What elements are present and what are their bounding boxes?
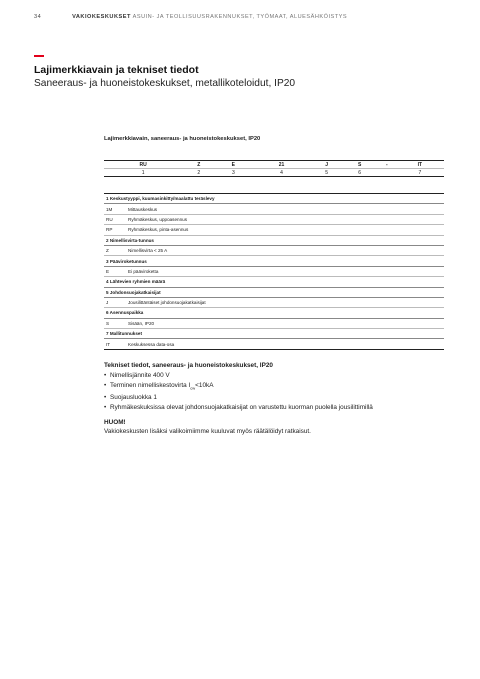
note-block xyxy=(104,419,444,435)
spec-text: Terminen nimelliskestovirta I xyxy=(110,382,191,389)
note-text: Vakiokeskusten lisäksi valikoimiimme kuuluvat myös räätälöidyt ratkaisut. xyxy=(104,428,311,435)
section-label: 1 Keskustyyppi, kuumasinkitty/maalattu teräslevy xyxy=(104,194,444,204)
code-letter: - xyxy=(378,161,396,169)
code-letter: S xyxy=(342,161,378,169)
section-label: 4 Lähtevien ryhmien määrä xyxy=(104,277,444,287)
code-table-title: Lajimerkkiavain, saneeraus- ja huoneistokeskukset, IP20 xyxy=(104,136,261,142)
header-subtitle: ASUIN- JA TEOLLISUUSRAKENNUKSET, TYÖMAAT, ALUESÄHKÖISTYS xyxy=(132,14,348,20)
specs-heading: Tekniset tiedot, saneeraus- ja huoneistokeskukset, IP20 xyxy=(104,362,273,369)
option-code: J xyxy=(104,297,126,307)
section-row xyxy=(104,277,444,287)
code-letter: 21 xyxy=(251,161,311,169)
type-code-numbers-row xyxy=(104,169,444,177)
code-number: 4 xyxy=(251,169,311,177)
code-letter: J xyxy=(312,161,342,169)
table-row xyxy=(104,204,444,214)
option-description: Ryhmäkeskus, pinta-asennus xyxy=(126,225,444,235)
accent-bar xyxy=(34,55,44,57)
specs-list xyxy=(104,371,444,413)
note-heading: HUOM! xyxy=(104,419,126,426)
options-table xyxy=(104,193,444,350)
code-number: 6 xyxy=(342,169,378,177)
spec-text-tail: <10kA xyxy=(195,382,214,389)
section-label: 2 Nimellisvirta-tunnus xyxy=(104,235,444,245)
section-row xyxy=(104,308,444,318)
section-label: 3 Pääviroketunnus xyxy=(104,256,444,266)
page-subtitle: Saneeraus- ja huoneistokeskukset, metallikoteloidut, IP20 xyxy=(34,78,296,89)
section-label: 5 Johdonsuojakatkaisijat xyxy=(104,287,444,297)
option-description: Keskuksessa data-osa xyxy=(126,339,444,349)
code-letter: Z xyxy=(182,161,215,169)
table-row xyxy=(104,245,444,255)
section-row xyxy=(104,194,444,204)
option-code: E xyxy=(104,266,126,276)
option-description: Ryhmäkeskus, uppoasennus xyxy=(126,214,444,224)
running-header xyxy=(34,14,460,20)
table-row xyxy=(104,297,444,307)
type-code-table xyxy=(104,160,444,177)
option-description: Mittauskeskus xyxy=(126,204,444,214)
code-number: 5 xyxy=(312,169,342,177)
type-code-letters-row xyxy=(104,161,444,169)
code-letter: E xyxy=(215,161,251,169)
code-number: 2 xyxy=(182,169,215,177)
code-number: 3 xyxy=(215,169,251,177)
section-row xyxy=(104,235,444,245)
list-item xyxy=(104,393,444,403)
option-code: 1M xyxy=(104,204,126,214)
technical-specs xyxy=(104,362,444,413)
page-number: 34 xyxy=(34,14,42,20)
section-label: 6 Asennuspaikka xyxy=(104,308,444,318)
code-number: 1 xyxy=(104,169,182,177)
code-letter: IT xyxy=(396,161,444,169)
page-title: Lajimerkkiavain ja tekniset tiedot xyxy=(34,64,199,76)
option-code: S xyxy=(104,318,126,328)
table-row xyxy=(104,318,444,328)
code-number: 7 xyxy=(396,169,444,177)
table-row xyxy=(104,214,444,224)
section-row xyxy=(104,329,444,339)
option-description: Ei pääviroketta xyxy=(126,266,444,276)
section-row xyxy=(104,287,444,297)
table-row xyxy=(104,266,444,276)
code-number xyxy=(378,169,396,177)
section-label: 7 Mallitunnukset xyxy=(104,329,444,339)
spec-subscript: cw xyxy=(190,385,196,391)
section-row xyxy=(104,256,444,266)
spec-text: Nimellisjännite 400 V xyxy=(110,372,170,379)
list-item xyxy=(104,403,444,413)
option-code: RP xyxy=(104,225,126,235)
option-description: Jousilittäntäiset johdonsuojakatkaisijat xyxy=(126,297,444,307)
table-row xyxy=(104,339,444,349)
option-code: RU xyxy=(104,214,126,224)
option-code: IT xyxy=(104,339,126,349)
spec-text: Suojausluokka 1 xyxy=(110,394,157,402)
header-brand: VAKIOKESKUKSET xyxy=(72,14,131,20)
option-description: Nimellisvirta < 25 A xyxy=(126,245,444,255)
code-letter: RU xyxy=(104,161,182,169)
list-item xyxy=(104,371,444,381)
spec-text: Ryhmäkeskuksissa olevat johdonsuojakatkaisijat on varustettu kuorman puolella jousilittimillä xyxy=(110,404,373,412)
table-row xyxy=(104,225,444,235)
option-description: Sisään, IP20 xyxy=(126,318,444,328)
list-item xyxy=(104,381,444,393)
option-code: Z xyxy=(104,245,126,255)
